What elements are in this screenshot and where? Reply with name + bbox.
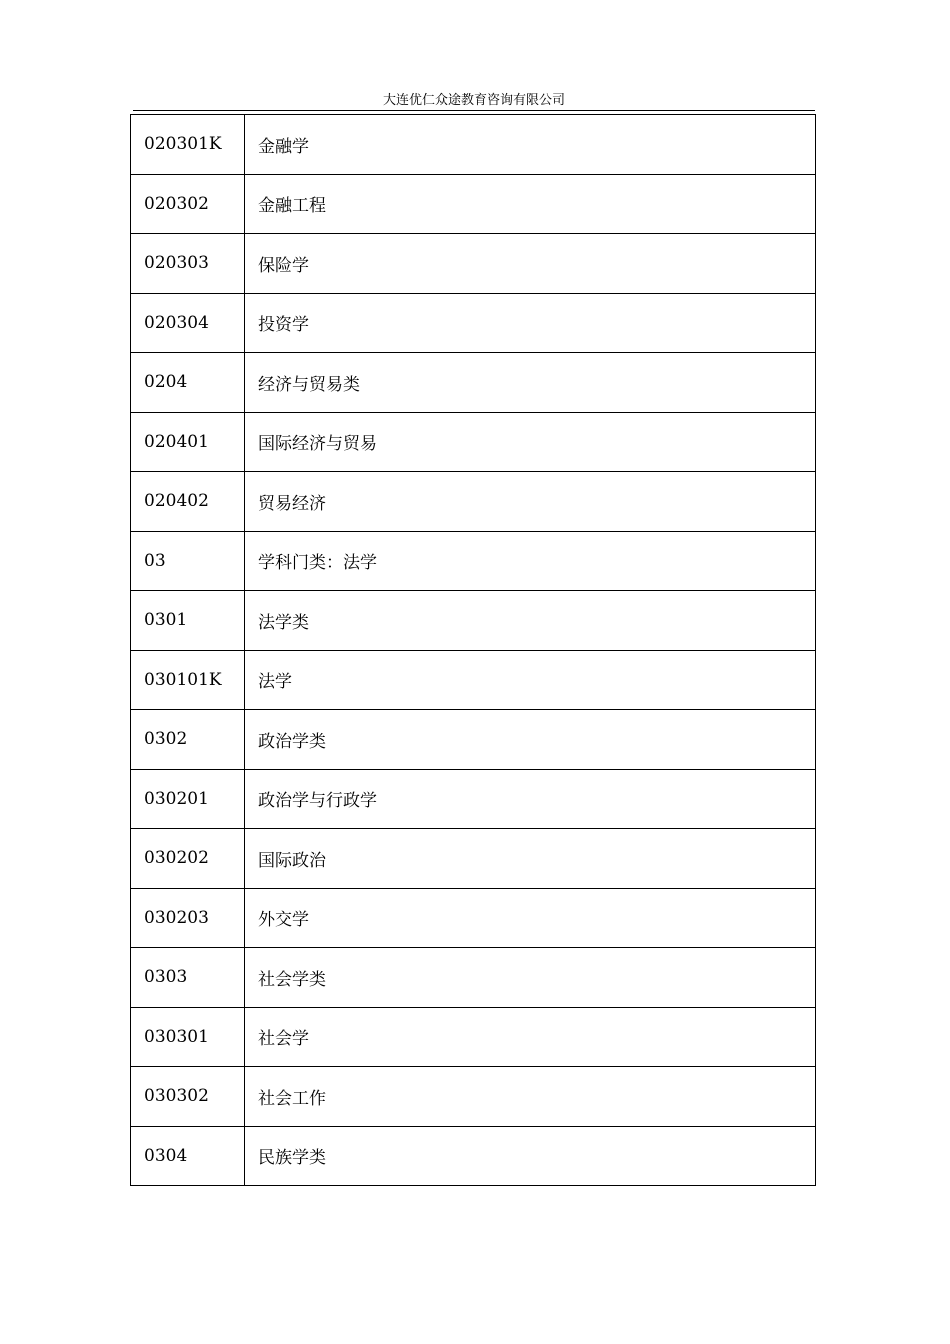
table-row <box>131 293 816 353</box>
major-name: 民族学类 <box>245 1126 816 1186</box>
table-row <box>131 888 816 948</box>
major-name: 法学类 <box>245 591 816 651</box>
major-name: 政治学类 <box>245 710 816 770</box>
major-name: 贸易经济 <box>245 472 816 532</box>
major-code: 020301K <box>131 115 245 175</box>
table-row <box>131 412 816 472</box>
table-row <box>131 234 816 294</box>
major-code: 020303 <box>131 234 245 294</box>
table-row <box>131 472 816 532</box>
major-code: 030101K <box>131 650 245 710</box>
major-code: 0303 <box>131 948 245 1008</box>
major-name: 社会工作 <box>245 1067 816 1127</box>
major-name: 保险学 <box>245 234 816 294</box>
table-row <box>131 115 816 175</box>
major-name: 经济与贸易类 <box>245 353 816 413</box>
major-name: 金融学 <box>245 115 816 175</box>
major-code: 020401 <box>131 412 245 472</box>
major-code: 020402 <box>131 472 245 532</box>
table-row <box>131 174 816 234</box>
major-name: 投资学 <box>245 293 816 353</box>
table-row <box>131 591 816 651</box>
major-code: 0204 <box>131 353 245 413</box>
table-row <box>131 531 816 591</box>
table-row <box>131 353 816 413</box>
major-code: 030201 <box>131 769 245 829</box>
table-row <box>131 948 816 1008</box>
major-code: 020304 <box>131 293 245 353</box>
major-name: 社会学 <box>245 1007 816 1067</box>
major-code: 030302 <box>131 1067 245 1127</box>
major-code: 030301 <box>131 1007 245 1067</box>
table-row <box>131 650 816 710</box>
major-name: 政治学与行政学 <box>245 769 816 829</box>
major-code: 0301 <box>131 591 245 651</box>
major-name: 外交学 <box>245 888 816 948</box>
major-name: 国际经济与贸易 <box>245 412 816 472</box>
table-row <box>131 1067 816 1127</box>
major-code: 020302 <box>131 174 245 234</box>
major-code: 030202 <box>131 829 245 889</box>
table-row <box>131 1126 816 1186</box>
major-name: 学科门类：法学 <box>245 531 816 591</box>
major-name: 社会学类 <box>245 948 816 1008</box>
major-name: 金融工程 <box>245 174 816 234</box>
major-name: 国际政治 <box>245 829 816 889</box>
table-row <box>131 769 816 829</box>
major-code: 030203 <box>131 888 245 948</box>
major-code: 0302 <box>131 710 245 770</box>
table-row <box>131 1007 816 1067</box>
page-header <box>133 92 815 111</box>
major-code: 03 <box>131 531 245 591</box>
company-name: 大连优仁众途教育咨询有限公司 <box>382 93 565 108</box>
majors-table <box>130 114 816 1186</box>
major-name: 法学 <box>245 650 816 710</box>
table-row <box>131 829 816 889</box>
major-code: 0304 <box>131 1126 245 1186</box>
table-row <box>131 710 816 770</box>
